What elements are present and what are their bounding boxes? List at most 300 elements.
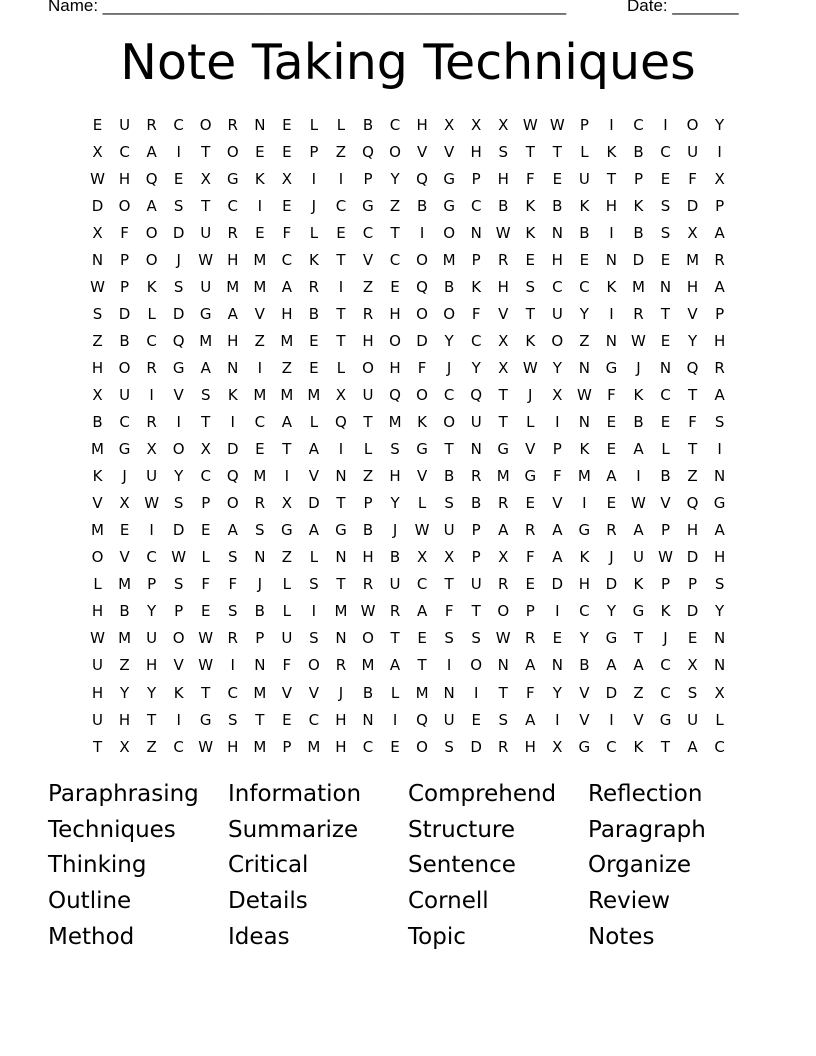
grid-letter: G bbox=[281, 521, 293, 540]
grid-letter: F bbox=[607, 385, 616, 404]
grid-letter: W bbox=[360, 602, 376, 621]
grid-letter: M bbox=[253, 683, 267, 702]
grid-letter: R bbox=[254, 494, 266, 513]
grid-letter: H bbox=[91, 358, 104, 377]
grid-letter: D bbox=[605, 683, 618, 702]
grid-letter: P bbox=[120, 277, 130, 296]
grid-letter: P bbox=[715, 304, 725, 323]
grid-letter: R bbox=[227, 223, 238, 242]
grid-letter: O bbox=[226, 494, 239, 513]
grid-letter: N bbox=[713, 656, 726, 675]
grid-letter: R bbox=[633, 304, 644, 323]
grid-letter: I bbox=[609, 710, 614, 729]
grid-letter: C bbox=[200, 467, 211, 486]
grid-letter: H bbox=[686, 277, 699, 296]
grid-letter: B bbox=[119, 602, 130, 621]
grid-letter: S bbox=[227, 548, 238, 567]
grid-letter: B bbox=[443, 467, 455, 486]
grid-letter: W bbox=[198, 656, 214, 675]
grid-letter: W bbox=[198, 250, 214, 269]
word-bank-item: Paraphrasing bbox=[48, 780, 199, 807]
grid-letter: U bbox=[146, 629, 158, 648]
grid-letter: P bbox=[688, 575, 698, 594]
grid-letter: O bbox=[145, 223, 158, 242]
grid-letter: I bbox=[582, 494, 587, 513]
grid-letter: Y bbox=[444, 331, 454, 350]
grid-letter: J bbox=[122, 467, 127, 486]
grid-letter: A bbox=[227, 304, 238, 323]
grid-letter: T bbox=[498, 683, 508, 702]
grid-letter: U bbox=[443, 710, 455, 729]
grid-letter: O bbox=[389, 142, 401, 161]
grid-letter: J bbox=[257, 575, 263, 594]
grid-letter: O bbox=[416, 737, 428, 756]
grid-letter: A bbox=[633, 656, 644, 675]
grid-letter: E bbox=[309, 331, 319, 350]
grid-letter: Y bbox=[579, 629, 589, 648]
grid-letter: E bbox=[687, 629, 698, 648]
grid-letter: W bbox=[658, 548, 673, 567]
grid-letter: O bbox=[145, 250, 158, 269]
grid-letter: E bbox=[525, 575, 536, 594]
date-field-label: Date: _______ bbox=[627, 0, 739, 15]
grid-letter: T bbox=[660, 304, 671, 323]
grid-letter: I bbox=[392, 710, 398, 729]
grid-letter: T bbox=[444, 440, 454, 459]
grid-letter: B bbox=[119, 331, 130, 350]
grid-letter: I bbox=[555, 602, 560, 621]
grid-letter: A bbox=[146, 196, 157, 215]
grid-letter: K bbox=[308, 250, 319, 269]
grid-letter: Y bbox=[579, 304, 589, 323]
grid-letter: S bbox=[714, 413, 725, 432]
grid-letter: P bbox=[633, 169, 643, 188]
grid-letter: F bbox=[201, 575, 211, 594]
grid-letter: Q bbox=[362, 142, 374, 161]
grid-letter: C bbox=[119, 413, 130, 432]
grid-letter: W bbox=[576, 385, 592, 404]
grid-letter: M bbox=[334, 602, 348, 621]
grid-letter: E bbox=[660, 413, 671, 432]
grid-letter: A bbox=[281, 413, 292, 432]
grid-letter: P bbox=[660, 575, 671, 594]
grid-letter: C bbox=[389, 250, 401, 269]
grid-letter: E bbox=[606, 494, 617, 513]
grid-letter: X bbox=[498, 331, 509, 350]
grid-letter: M bbox=[91, 521, 104, 540]
grid-letter: O bbox=[389, 331, 401, 350]
grid-letter: R bbox=[498, 575, 509, 594]
grid-letter: W bbox=[495, 223, 511, 242]
grid-letter: A bbox=[606, 467, 617, 486]
grid-letter: C bbox=[389, 115, 401, 134]
grid-letter: T bbox=[606, 169, 616, 188]
grid-letter: V bbox=[579, 710, 590, 729]
grid-letter: I bbox=[338, 440, 344, 459]
grid-letter: T bbox=[471, 602, 481, 621]
grid-letter: K bbox=[633, 737, 644, 756]
grid-letter: L bbox=[282, 575, 292, 594]
grid-letter: V bbox=[444, 142, 455, 161]
grid-letter: M bbox=[118, 629, 132, 648]
grid-letter: G bbox=[497, 440, 510, 459]
grid-letter: L bbox=[336, 358, 346, 377]
grid-letter: M bbox=[253, 737, 267, 756]
grid-letter: B bbox=[471, 494, 482, 513]
grid-letter: W bbox=[495, 629, 511, 648]
grid-letter: L bbox=[282, 602, 292, 621]
grid-letter: N bbox=[578, 358, 590, 377]
grid-letter: I bbox=[284, 467, 290, 486]
grid-letter: O bbox=[307, 656, 320, 675]
grid-letter: R bbox=[227, 629, 238, 648]
grid-letter: H bbox=[686, 521, 699, 540]
word-bank-item: Notes bbox=[588, 923, 655, 950]
grid-letter: I bbox=[311, 602, 317, 621]
grid-letter: J bbox=[528, 385, 533, 404]
grid-letter: G bbox=[199, 304, 212, 323]
grid-letter: S bbox=[173, 277, 184, 296]
grid-letter: W bbox=[522, 358, 538, 377]
grid-letter: E bbox=[200, 521, 211, 540]
grid-letter: N bbox=[470, 223, 482, 242]
grid-letter: K bbox=[606, 277, 617, 296]
grid-letter: E bbox=[255, 440, 265, 459]
grid-letter: E bbox=[525, 494, 536, 513]
grid-letter: J bbox=[176, 250, 181, 269]
header-line bbox=[48, 0, 739, 16]
grid-letter: N bbox=[335, 467, 347, 486]
grid-letter: E bbox=[309, 358, 319, 377]
grid-letter: Y bbox=[119, 683, 130, 702]
grid-letter: Q bbox=[389, 385, 401, 404]
grid-letter: N bbox=[335, 629, 347, 648]
grid-letter: X bbox=[687, 656, 698, 675]
grid-letter: D bbox=[91, 196, 104, 215]
grid-letter: Y bbox=[687, 331, 698, 350]
grid-letter: H bbox=[281, 304, 293, 323]
grid-letter: D bbox=[470, 737, 482, 756]
grid-letter: Z bbox=[335, 142, 347, 161]
grid-letter: B bbox=[254, 602, 265, 621]
grid-letter: X bbox=[92, 142, 103, 161]
grid-letter: W bbox=[90, 277, 105, 296]
grid-letter: M bbox=[442, 250, 456, 269]
grid-letter: A bbox=[633, 521, 644, 540]
grid-letter: N bbox=[659, 277, 672, 296]
grid-letter: A bbox=[227, 521, 238, 540]
grid-letter: I bbox=[609, 304, 614, 323]
grid-letter: L bbox=[363, 440, 373, 459]
grid-letter: S bbox=[471, 629, 481, 648]
grid-letter: E bbox=[660, 331, 671, 350]
grid-letter: T bbox=[201, 683, 211, 702]
grid-letter: G bbox=[578, 737, 591, 756]
grid-letter: V bbox=[281, 683, 292, 702]
grid-letter: A bbox=[714, 521, 725, 540]
grid-letter: I bbox=[176, 142, 181, 161]
grid-letter: Z bbox=[362, 277, 374, 296]
grid-letter: E bbox=[92, 115, 103, 134]
grid-letter: T bbox=[633, 629, 644, 648]
grid-letter: N bbox=[713, 629, 726, 648]
grid-letter: Q bbox=[416, 169, 428, 188]
grid-letter: T bbox=[552, 142, 562, 161]
grid-letter: B bbox=[579, 656, 590, 675]
grid-letter: M bbox=[253, 250, 267, 269]
grid-letter: I bbox=[555, 413, 560, 432]
grid-letter: O bbox=[443, 304, 456, 323]
grid-letter: K bbox=[633, 385, 644, 404]
grid-letter: G bbox=[578, 521, 591, 540]
grid-letter: T bbox=[444, 575, 454, 594]
grid-letter: X bbox=[498, 548, 509, 567]
grid-letter: Q bbox=[172, 331, 185, 350]
grid-letter: N bbox=[551, 656, 563, 675]
grid-letter: L bbox=[715, 710, 724, 729]
grid-letter: S bbox=[687, 683, 698, 702]
grid-letter: J bbox=[663, 629, 668, 648]
grid-letter: G bbox=[118, 440, 131, 459]
grid-letter: S bbox=[255, 521, 265, 540]
grid-letter: R bbox=[308, 277, 320, 296]
grid-letter: O bbox=[443, 223, 456, 242]
grid-letter: Z bbox=[92, 331, 103, 350]
word-bank-item: Techniques bbox=[48, 816, 176, 843]
grid-letter: C bbox=[443, 385, 455, 404]
grid-letter: A bbox=[687, 737, 698, 756]
grid-letter: D bbox=[605, 575, 618, 594]
grid-letter: I bbox=[419, 223, 425, 242]
grid-letter: W bbox=[171, 548, 187, 567]
grid-letter: X bbox=[471, 115, 482, 134]
grid-letter: S bbox=[309, 575, 319, 594]
grid-letter: B bbox=[633, 223, 644, 242]
grid-letter: K bbox=[471, 277, 482, 296]
grid-letter: P bbox=[309, 142, 319, 161]
grid-letter: B bbox=[389, 548, 401, 567]
word-bank-item: Comprehend bbox=[408, 780, 557, 807]
grid-letter: V bbox=[173, 385, 184, 404]
grid-letter: X bbox=[416, 548, 428, 567]
grid-letter: E bbox=[606, 413, 617, 432]
grid-letter: G bbox=[605, 358, 618, 377]
grid-letter: L bbox=[309, 548, 319, 567]
grid-letter: N bbox=[659, 358, 672, 377]
grid-letter: P bbox=[471, 521, 481, 540]
grid-letter: F bbox=[471, 304, 481, 323]
grid-letter: R bbox=[498, 250, 509, 269]
grid-letter: S bbox=[309, 629, 319, 648]
grid-letter: Q bbox=[145, 169, 158, 188]
grid-letter: J bbox=[636, 358, 641, 377]
grid-letter: N bbox=[227, 358, 239, 377]
word-bank-item: Organize bbox=[588, 852, 692, 879]
grid-letter: B bbox=[308, 304, 320, 323]
word-bank-item: Cornell bbox=[408, 887, 489, 914]
grid-letter: U bbox=[200, 223, 212, 242]
grid-letter: T bbox=[201, 413, 211, 432]
grid-letter: C bbox=[579, 277, 590, 296]
grid-letter: K bbox=[227, 385, 238, 404]
grid-letter: A bbox=[525, 656, 536, 675]
grid-letter: T bbox=[92, 737, 103, 756]
grid-letter: P bbox=[363, 169, 373, 188]
grid-letter: C bbox=[606, 737, 617, 756]
grid-letter: O bbox=[118, 196, 131, 215]
grid-letter: L bbox=[661, 440, 670, 459]
grid-letter: U bbox=[281, 629, 293, 648]
grid-letter: L bbox=[309, 223, 319, 242]
grid-letter: C bbox=[281, 250, 293, 269]
grid-letter: F bbox=[525, 169, 535, 188]
grid-letter: V bbox=[687, 304, 698, 323]
grid-letter: A bbox=[714, 223, 725, 242]
word-bank-item: Paragraph bbox=[588, 816, 706, 843]
grid-letter: S bbox=[173, 196, 184, 215]
grid-letter: H bbox=[91, 683, 104, 702]
grid-letter: Z bbox=[362, 467, 374, 486]
grid-letter: P bbox=[471, 169, 481, 188]
grid-letter: T bbox=[525, 304, 535, 323]
grid-letter: L bbox=[526, 413, 535, 432]
grid-letter: Q bbox=[226, 467, 239, 486]
grid-letter: V bbox=[416, 142, 428, 161]
grid-letter: P bbox=[471, 250, 481, 269]
grid-letter: V bbox=[416, 467, 428, 486]
grid-letter: J bbox=[392, 521, 398, 540]
grid-letter: X bbox=[498, 358, 509, 377]
grid-letter: R bbox=[714, 250, 725, 269]
grid-letter: H bbox=[497, 277, 509, 296]
grid-letter: E bbox=[390, 737, 400, 756]
grid-letter: I bbox=[149, 385, 154, 404]
grid-letter: C bbox=[362, 223, 374, 242]
grid-letter: D bbox=[172, 223, 185, 242]
grid-letter: H bbox=[227, 737, 239, 756]
grid-letter: F bbox=[688, 413, 697, 432]
grid-letter: S bbox=[227, 602, 238, 621]
grid-letter: X bbox=[92, 385, 103, 404]
grid-letter: E bbox=[660, 250, 671, 269]
grid-letter: Z bbox=[579, 331, 590, 350]
grid-letter: S bbox=[444, 737, 454, 756]
grid-letter: D bbox=[308, 494, 320, 513]
grid-letter: H bbox=[524, 737, 536, 756]
word-bank-item: Sentence bbox=[408, 852, 516, 879]
grid-letter: E bbox=[417, 629, 427, 648]
grid-letter: V bbox=[579, 683, 590, 702]
grid-letter: P bbox=[552, 440, 562, 459]
word-bank-item: Thinking bbox=[48, 852, 147, 879]
grid-letter: L bbox=[93, 575, 102, 594]
grid-letter: B bbox=[362, 521, 374, 540]
grid-letter: I bbox=[609, 115, 614, 134]
grid-letter: S bbox=[444, 494, 454, 513]
grid-letter: T bbox=[390, 223, 400, 242]
grid-letter: X bbox=[92, 223, 103, 242]
grid-letter: E bbox=[336, 223, 346, 242]
grid-letter: G bbox=[443, 196, 455, 215]
grid-letter: B bbox=[443, 277, 455, 296]
grid-letter: T bbox=[390, 629, 400, 648]
grid-letter: U bbox=[92, 656, 104, 675]
word-bank-item: Reflection bbox=[588, 780, 703, 807]
grid-letter: Z bbox=[254, 331, 265, 350]
grid-letter: T bbox=[336, 575, 346, 594]
grid-letter: T bbox=[660, 737, 671, 756]
grid-letter: R bbox=[498, 494, 509, 513]
grid-letter: X bbox=[200, 440, 211, 459]
grid-letter: X bbox=[119, 494, 130, 513]
grid-letter: V bbox=[254, 304, 265, 323]
grid-letter: Z bbox=[281, 548, 292, 567]
grid-letter: S bbox=[498, 142, 508, 161]
grid-letter: X bbox=[443, 548, 455, 567]
grid-letter: T bbox=[498, 385, 508, 404]
grid-letter: H bbox=[335, 737, 347, 756]
word-bank-item: Topic bbox=[408, 923, 466, 950]
grid-letter: H bbox=[713, 331, 726, 350]
grid-letter: F bbox=[282, 223, 292, 242]
grid-letter: E bbox=[606, 440, 617, 459]
grid-letter: R bbox=[389, 602, 401, 621]
grid-letter: O bbox=[497, 602, 510, 621]
grid-letter: K bbox=[417, 413, 427, 432]
grid-letter: B bbox=[579, 223, 590, 242]
grid-letter: R bbox=[146, 358, 157, 377]
grid-letter: R bbox=[470, 467, 482, 486]
grid-letter: B bbox=[633, 142, 644, 161]
grid-letter: B bbox=[660, 467, 671, 486]
grid-letter: A bbox=[308, 521, 320, 540]
grid-letter: C bbox=[227, 683, 238, 702]
grid-letter: E bbox=[282, 115, 292, 134]
grid-letter: H bbox=[91, 602, 104, 621]
grid-letter: M bbox=[631, 277, 645, 296]
grid-letter: I bbox=[230, 656, 235, 675]
word-bank-item: Information bbox=[228, 780, 362, 807]
grid-letter: H bbox=[389, 304, 401, 323]
grid-letter: E bbox=[390, 277, 400, 296]
grid-letter: X bbox=[335, 385, 347, 404]
grid-letter: W bbox=[90, 629, 105, 648]
grid-letter: O bbox=[551, 331, 564, 350]
grid-letter: K bbox=[606, 142, 617, 161]
grid-letter: T bbox=[336, 250, 346, 269]
grid-letter: S bbox=[92, 304, 103, 323]
grid-letter: S bbox=[200, 385, 211, 404]
grid-letter: M bbox=[199, 331, 213, 350]
grid-letter: P bbox=[660, 521, 671, 540]
grid-letter: R bbox=[146, 115, 157, 134]
grid-letter: N bbox=[91, 250, 104, 269]
grid-letter: I bbox=[473, 683, 479, 702]
grid-letter: N bbox=[254, 548, 266, 567]
grid-letter: F bbox=[417, 358, 427, 377]
grid-letter: B bbox=[362, 115, 374, 134]
grid-letter: M bbox=[91, 440, 104, 459]
grid-letter: U bbox=[119, 385, 131, 404]
grid-letter: P bbox=[525, 602, 535, 621]
grid-letter: C bbox=[173, 737, 184, 756]
grid-letter: G bbox=[172, 358, 185, 377]
grid-letter: B bbox=[498, 196, 509, 215]
grid-letter: D bbox=[686, 602, 699, 621]
grid-letter: H bbox=[389, 358, 401, 377]
grid-letter: O bbox=[416, 385, 428, 404]
grid-letter: P bbox=[471, 548, 481, 567]
